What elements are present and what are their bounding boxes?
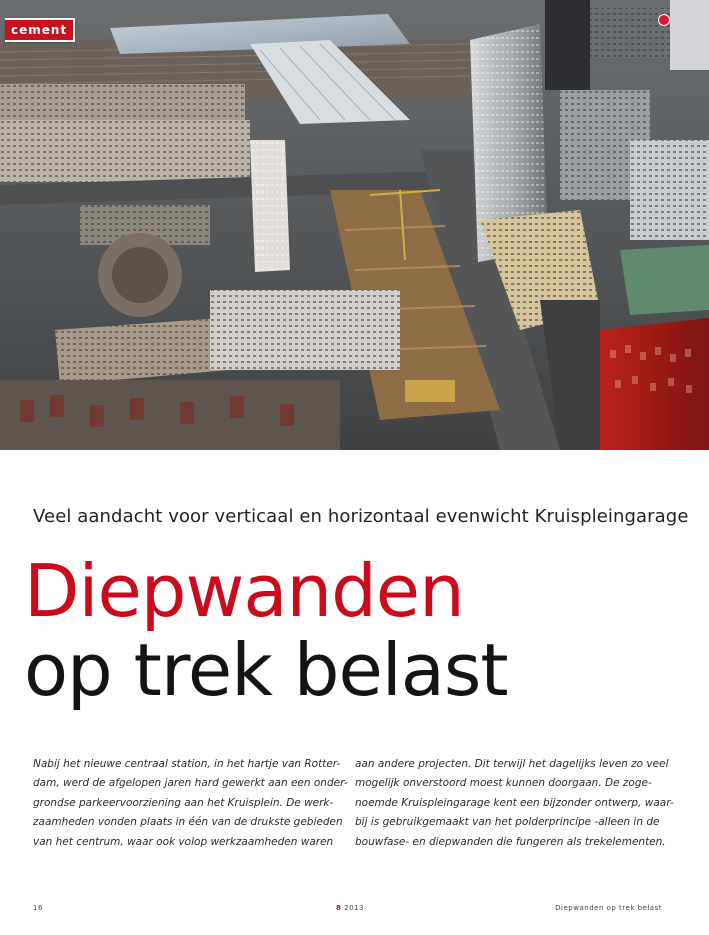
headline-line-2: op trek belast (24, 628, 508, 712)
intro-line: grondse parkeervoorziening aan het Kruisplein. De werk- (33, 796, 334, 809)
intro-column-right (355, 755, 674, 852)
magazine-logo: cement (5, 18, 75, 42)
intro-line: mogelijk onverstoord moest kunnen doorgaan. De zoge- (355, 777, 652, 790)
page-number: 16 (33, 904, 43, 912)
headline-line-1: Diepwanden (24, 549, 464, 633)
aerial-photo (0, 0, 709, 450)
running-title: Diepwanden op trek belast (555, 904, 662, 912)
intro-line: zaamheden vonden plaats in één van de drukste gebieden (33, 816, 343, 829)
intro-line: Nabij het nieuwe centraal station, in het hartje van Rotter- (33, 758, 341, 770)
article-subtitle: Veel aandacht voor verticaal en horizontaal evenwicht Kruispleingarage (33, 506, 689, 527)
intro-line: dam, werd de afgelopen jaren hard gewerkt aan een onder- (33, 777, 348, 790)
intro-line: bij is gebruikgemaakt van het polderprincipe -alleen in de (355, 816, 660, 829)
intro-line: van het centrum, waar ook volop werkzaamheden waren (33, 835, 334, 848)
intro-paragraph-right (355, 755, 674, 852)
intro-line: aan andere projecten. Dit terwijl het dagelijks leven zo veel (355, 758, 669, 770)
issue-label (336, 904, 364, 912)
intro-line: noemde Kruispleingarage kent een bijzonder ontwerp, waar- (355, 796, 674, 809)
intro-column-left (33, 755, 348, 852)
aerial-photo-illustration (0, 0, 709, 450)
intro-paragraph-left (33, 755, 348, 852)
red-marker-dot (658, 14, 670, 26)
issue-year: 2013 (344, 904, 364, 912)
issue-number: 8 (336, 904, 342, 912)
intro-line: bouwfase- en diepwanden die fungeren als trekelementen. (355, 835, 666, 848)
